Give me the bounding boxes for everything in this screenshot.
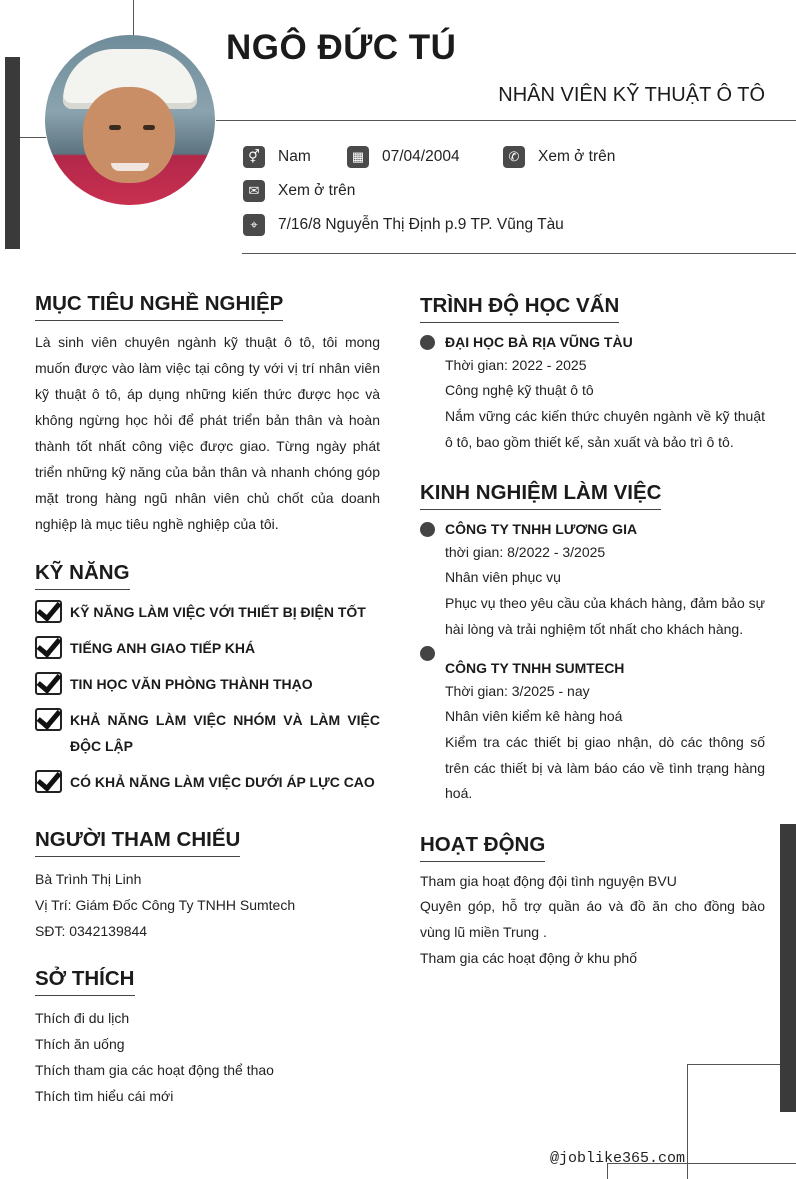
activity-item: Tham gia các hoạt động ở khu phố	[420, 950, 637, 966]
skill-label: KHẢ NĂNG LÀM VIỆC NHÓM VÀ LÀM VIỆC ĐỘC LẬP	[70, 712, 380, 754]
gender-value: Nam	[278, 148, 311, 165]
photo-left-line	[20, 137, 46, 138]
birthday-info	[347, 146, 460, 168]
skill-label: TIẾNG ANH GIAO TIẾP KHÁ	[70, 640, 256, 656]
experience-period: Thời gian: 3/2025 - nay	[445, 683, 590, 699]
profile-photo	[45, 35, 215, 205]
checkbox-icon	[35, 672, 62, 695]
experience-period: thời gian: 8/2022 - 3/2025	[445, 544, 606, 560]
email-info	[243, 180, 355, 202]
checkbox-icon	[35, 708, 62, 731]
experience-description: Kiểm tra các thiết bị giao nhận, dò các thông số trên các thiết bị và làm báo cáo về tình trạng hàng hoá.	[445, 734, 765, 801]
hobby-item: Thích tìm hiểu cái mới	[35, 1088, 174, 1104]
phone-value: Xem ở trên	[538, 148, 616, 165]
left-accent-bar	[5, 57, 20, 249]
hobby-item: Thích tham gia các hoạt động thể thao	[35, 1062, 274, 1078]
activity-item: Quyên góp, hỗ trợ quần áo và đồ ăn cho đồng bào vùng lũ miền Trung .	[420, 898, 765, 940]
checkbox-icon	[35, 770, 62, 793]
experience-description: Phục vụ theo yêu cầu của khách hàng, đảm bảo sự hài lòng và trải nghiệm tốt nhất cho khách hàng.	[445, 595, 765, 637]
hobby-item: Thích ăn uống	[35, 1036, 125, 1052]
watermark-text: @joblike365.com	[550, 1150, 686, 1167]
job-title: NHÂN VIÊN KỸ THUẬT Ô TÔ	[498, 84, 765, 106]
right-eye-shape	[143, 125, 155, 130]
hobby-item: Thích đi du lịch	[35, 1010, 130, 1026]
education-school: ĐẠI HỌC BÀ RỊA VŨNG TÀU	[445, 334, 633, 350]
skill-item	[35, 671, 380, 697]
corner-box-top	[687, 1064, 780, 1065]
skill-label: CÓ KHẢ NĂNG LÀM VIỆC DƯỚI ÁP LỰC CAO	[70, 774, 375, 790]
mail-icon: ✉	[243, 180, 265, 202]
reference-phone: SĐT: 0342139844	[35, 923, 148, 939]
skill-item	[35, 599, 380, 625]
gender-icon: ⚥	[243, 146, 265, 168]
birthday-value: 07/04/2004	[382, 148, 460, 165]
bullet-dot	[420, 522, 435, 537]
reference-name: Bà Trình Thị Linh	[35, 871, 142, 887]
contact-divider	[242, 253, 796, 254]
experience-position: Nhân viên kiểm kê hàng hoá	[445, 708, 623, 724]
objective-title: MỤC TIÊU NGHỀ NGHIỆP	[35, 292, 283, 321]
bullet-dot	[420, 646, 435, 661]
skill-label: KỸ NĂNG LÀM VIỆC VỚI THIẾT BỊ ĐIỆN TỐT	[70, 604, 366, 620]
skill-item	[35, 635, 380, 661]
header-divider	[216, 120, 796, 121]
candidate-name: NGÔ ĐỨC TÚ	[226, 28, 457, 67]
reference-title: NGƯỜI THAM CHIẾU	[35, 828, 240, 857]
activity-item: Tham gia hoạt động đội tình nguyện BVU	[420, 873, 677, 889]
reference-position: Vị Trí: Giám Đốc Công Ty TNHH Sumtech	[35, 897, 296, 913]
education-title: TRÌNH ĐỘ HỌC VẤN	[420, 294, 619, 323]
skills-title: KỸ NĂNG	[35, 561, 130, 590]
activities-title: HOẠT ĐỘNG	[420, 833, 545, 862]
email-value: Xem ở trên	[278, 182, 356, 199]
experience-title: KINH NGHIỆM LÀM VIỆC	[420, 481, 661, 510]
address-info	[243, 214, 564, 236]
left-eye-shape	[109, 125, 121, 130]
skill-label: TIN HỌC VĂN PHÒNG THÀNH THẠO	[70, 676, 313, 692]
objective-text: Là sinh viên chuyên ngành kỹ thuật ô tô, tôi mong muốn được vào làm việc tại công ty với vị trí nhân viên kỹ thuật ô tô, áp dụng những kiến thức được học và không ngừng học hỏi để phát triển bản thân và hoàn thành tốt nhất công việc được giao. Từng ngày phát triển những kỹ năng của bản thân và nhanh chóng góp mặt trong hàng ngũ nhân viên chủ chốt của doanh nghiệp là mục tiêu nghề nghiệp của tôi.	[35, 334, 380, 532]
corner-box-left	[687, 1064, 688, 1179]
hobbies-title: SỞ THÍCH	[35, 967, 135, 996]
address-value: 7/16/8 Nguyễn Thị Định p.9 TP. Vũng Tàu	[278, 216, 564, 233]
experience-position: Nhân viên phục vụ	[445, 569, 561, 585]
calendar-icon: ▦	[347, 146, 369, 168]
gender-info	[243, 146, 311, 168]
education-description: Nắm vững các kiến thức chuyên ngành về kỹ thuật ô tô, bao gồm thiết kế, sản xuất và bảo trì ô tô.	[445, 408, 765, 450]
bullet-dot	[420, 335, 435, 350]
education-period: Thời gian: 2022 - 2025	[445, 357, 587, 373]
experience-company: CÔNG TY TNHH LƯƠNG GIA	[445, 521, 638, 537]
location-icon: ⌖	[243, 214, 265, 236]
experience-company: CÔNG TY TNHH SUMTECH	[445, 660, 625, 676]
phone-info	[503, 146, 615, 168]
smile-shape	[111, 163, 149, 171]
phone-icon: ✆	[503, 146, 525, 168]
skill-item	[35, 707, 380, 759]
skill-item	[35, 769, 380, 795]
right-accent-bar	[780, 824, 796, 1112]
checkbox-icon	[35, 600, 62, 623]
education-major: Công nghệ kỹ thuật ô tô	[445, 382, 594, 398]
top-vertical-line	[133, 0, 134, 36]
checkbox-icon	[35, 636, 62, 659]
